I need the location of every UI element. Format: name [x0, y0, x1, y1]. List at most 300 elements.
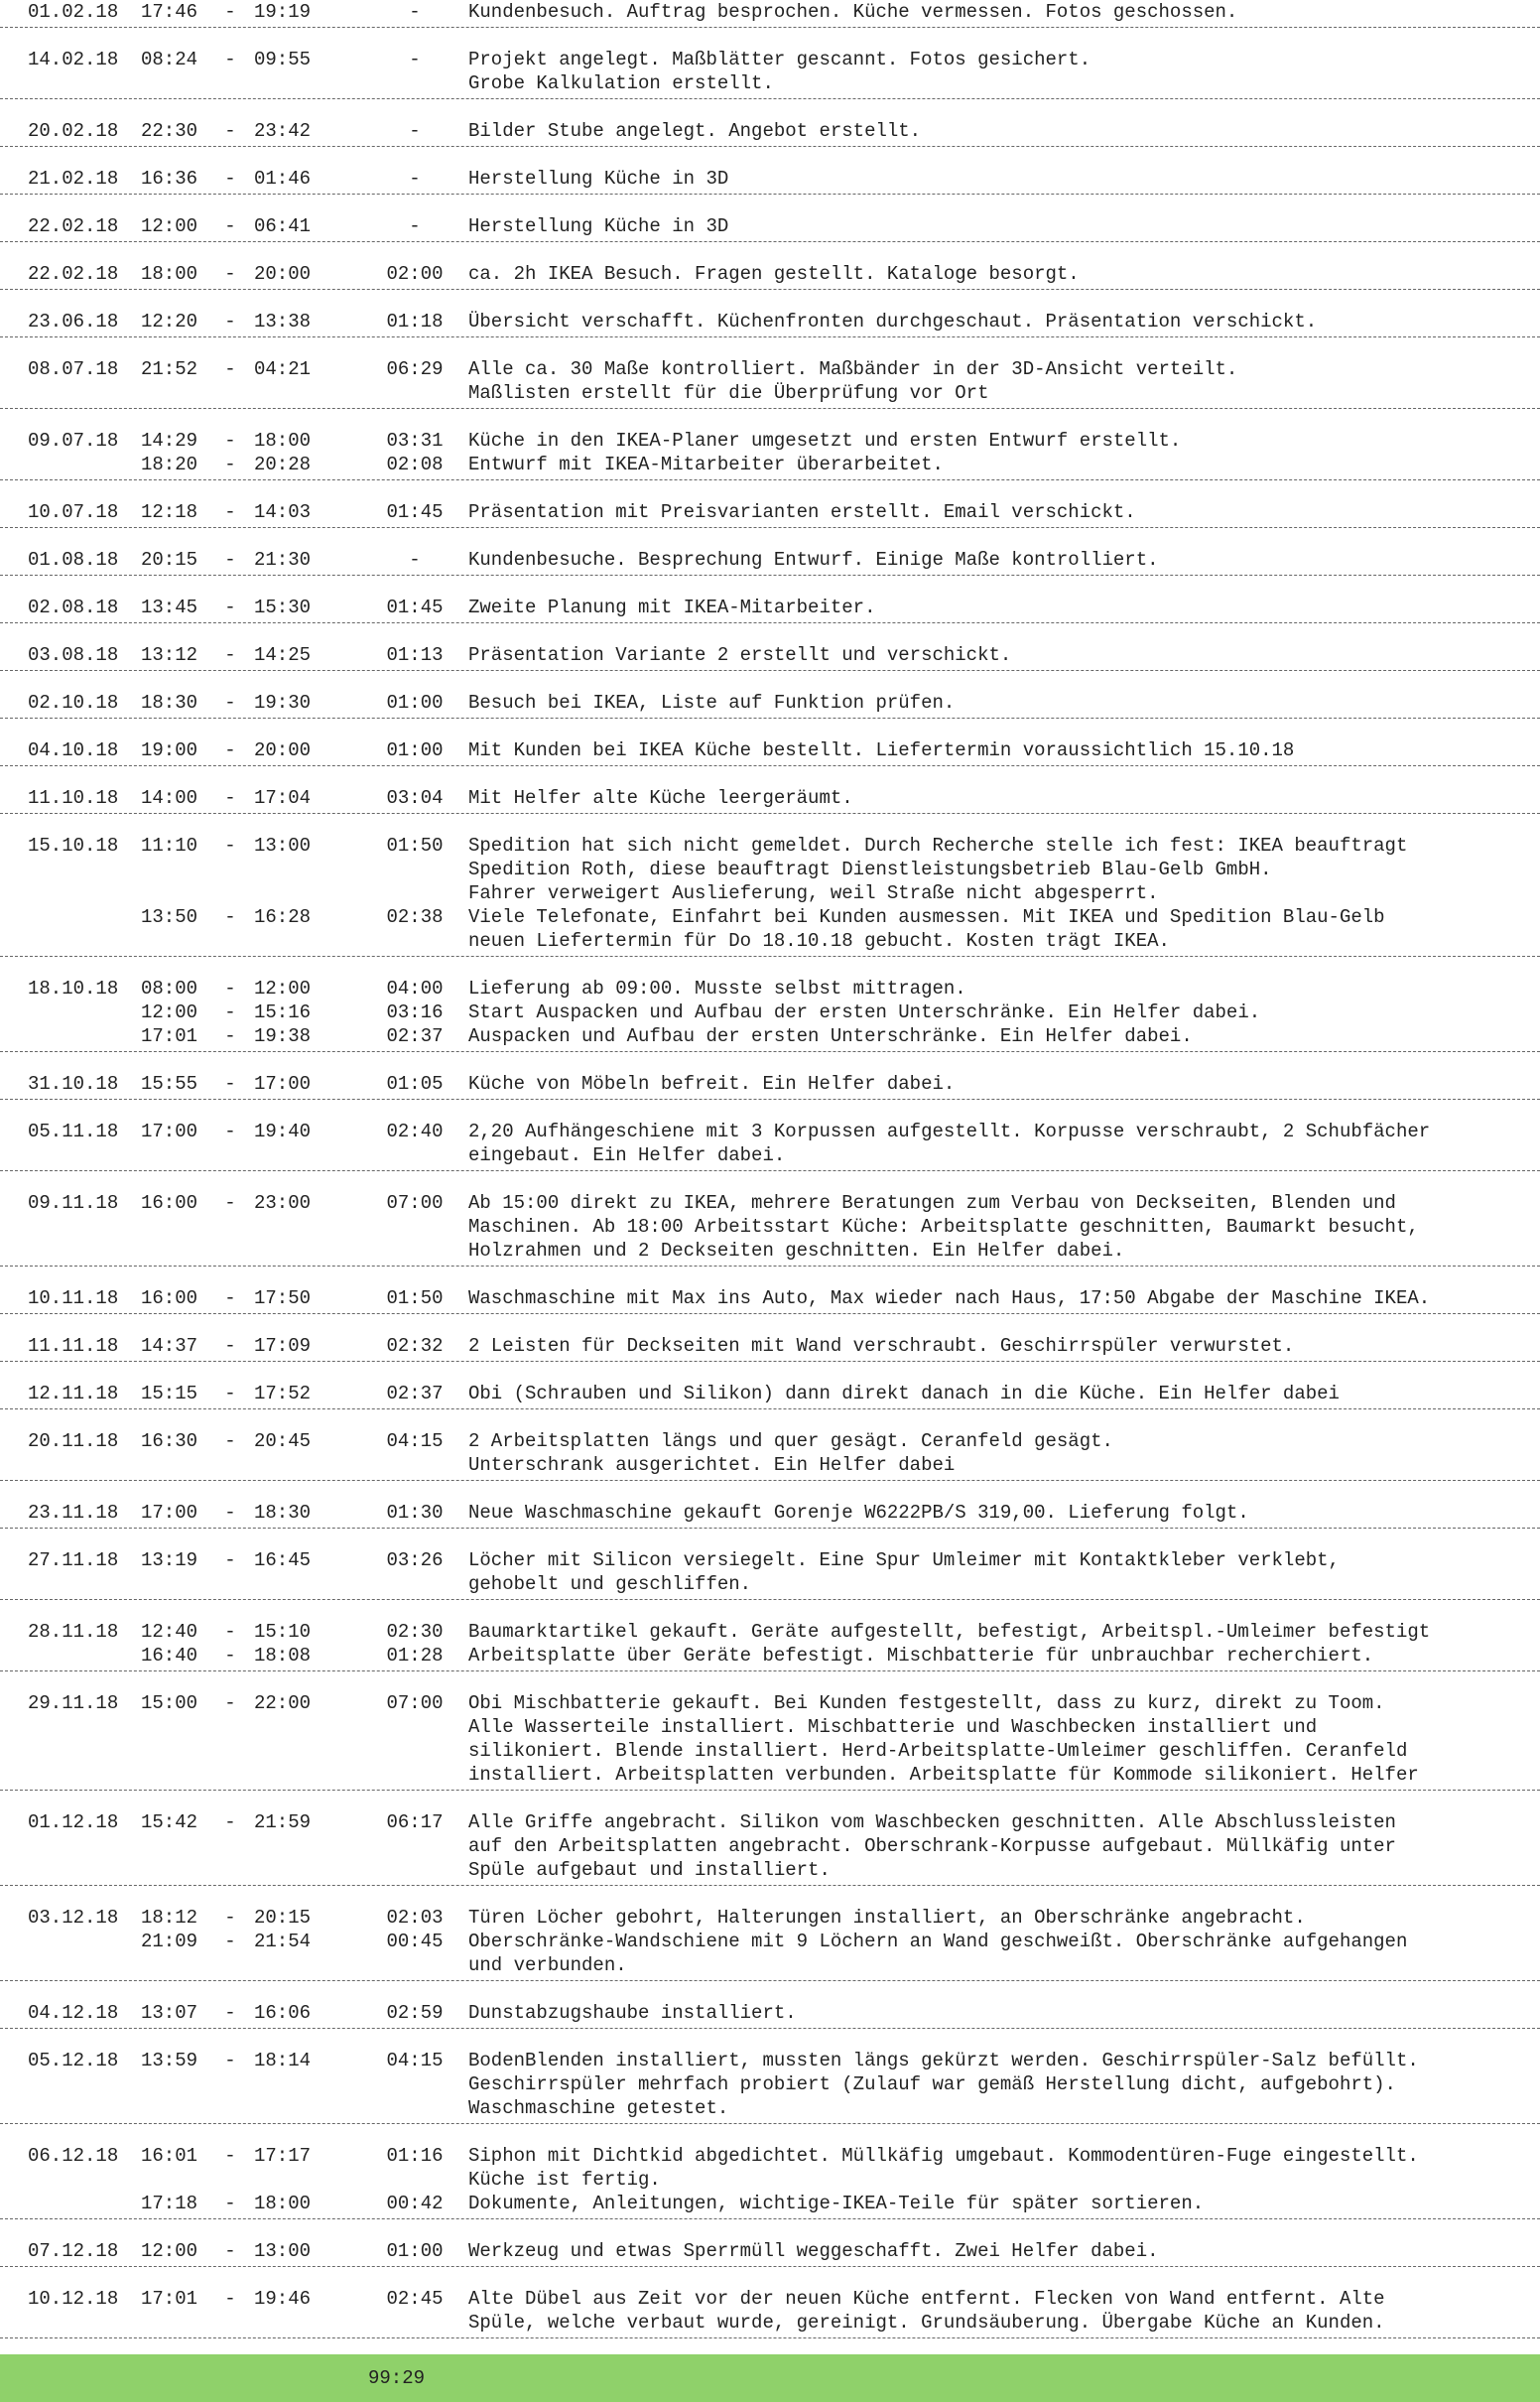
description: BodenBlenden installiert, mussten längs gekürzt werden. Geschirrspüler-Salz befüllt.: [468, 2050, 1419, 2071]
end-time: 17:50: [254, 1287, 312, 1309]
start-time: 18:30: [141, 692, 198, 714]
duration: [361, 1453, 468, 1477]
start-time: 17:46: [141, 1, 198, 23]
start-time: [141, 1715, 206, 1739]
description: Präsentation Variante 2 erstellt und verschickt.: [468, 644, 1012, 666]
log-line: [0, 977, 1540, 1001]
entry-date: [0, 1953, 141, 1977]
start-time: 16:01: [141, 2145, 198, 2167]
entry-date: 14.02.18: [28, 49, 119, 70]
entry-date: 09.07.18: [28, 430, 119, 452]
log-line: [0, 1239, 1540, 1263]
description: Besuch bei IKEA, Liste auf Funktion prüfen.: [468, 692, 956, 714]
description: Übersicht verschafft. Küchenfronten durchgeschaut. Präsentation verschickt.: [468, 311, 1318, 333]
start-time: 15:15: [141, 1383, 198, 1404]
description: neuen Liefertermin für Do 18.10.18 gebucht. Kosten trägt IKEA.: [468, 930, 1170, 952]
end-time: [254, 71, 361, 95]
entry-date: [0, 71, 141, 95]
start-time: 19:00: [141, 739, 198, 761]
time-separator: -: [224, 358, 236, 380]
entry-date: 10.11.18: [28, 1287, 119, 1309]
end-time: 12:00: [254, 978, 312, 1000]
time-separator: [206, 1858, 254, 1882]
description: Siphon mit Dichtkid abgedichtet. Müllkäfig umgebaut. Kommodentüren-Fuge eingestellt.: [468, 2145, 1419, 2167]
end-time: 16:06: [254, 2002, 312, 2024]
time-separator: [206, 1572, 254, 1596]
duration: 01:13: [386, 644, 444, 666]
duration: 03:26: [386, 1549, 444, 1571]
entry-date: 05.11.18: [28, 1121, 119, 1142]
entry-date: 11.10.18: [28, 787, 119, 809]
time-separator: -: [224, 1192, 236, 1214]
entry-date: 09.11.18: [28, 1192, 119, 1214]
time-separator: -: [224, 215, 236, 237]
entry-date: [0, 1930, 141, 1953]
description: Viele Telefonate, Einfahrt bei Kunden ausmessen. Mit IKEA und Spedition Blau-Gelb: [468, 906, 1385, 928]
time-separator: [206, 1834, 254, 1858]
end-time: [254, 381, 361, 405]
entry-date: 03.12.18: [28, 1907, 119, 1929]
log-line: [0, 2192, 1540, 2215]
entry-date: 06.12.18: [28, 2145, 119, 2167]
log-entry: [0, 1191, 1540, 1267]
duration: 01:05: [386, 1073, 444, 1095]
duration: 07:00: [386, 1692, 444, 1714]
end-time: 20:45: [254, 1430, 312, 1452]
time-separator: [206, 71, 254, 95]
entry-date: 27.11.18: [28, 1549, 119, 1571]
duration: [361, 929, 468, 953]
log-line: [0, 1691, 1540, 1715]
time-separator: -: [224, 835, 236, 857]
start-time: [141, 881, 206, 905]
duration: 02:03: [386, 1907, 444, 1929]
duration: [361, 1239, 468, 1263]
log-line: [0, 1763, 1540, 1787]
start-time: 17:00: [141, 1121, 198, 1142]
duration: 01:45: [386, 597, 444, 618]
entry-date: 04.10.18: [28, 739, 119, 761]
end-time: [254, 1763, 361, 1787]
description: Löcher mit Silicon versiegelt. Eine Spur Umleimer mit Kontaktkleber verklebt,: [468, 1549, 1340, 1571]
entry-date: 03.08.18: [28, 644, 119, 666]
description: Dokumente, Anleitungen, wichtige-IKEA-Teile für später sortieren.: [468, 2193, 1205, 2214]
description: Grobe Kalkulation erstellt.: [468, 72, 774, 94]
start-time: 18:20: [141, 454, 198, 475]
time-separator: -: [224, 2240, 236, 2262]
time-separator: -: [224, 2002, 236, 2024]
time-separator: -: [224, 1907, 236, 1929]
start-time: [141, 929, 206, 953]
end-time: 09:55: [254, 49, 312, 70]
time-separator: [206, 381, 254, 405]
description: Fahrer verweigert Auslieferung, weil Straße nicht abgesperrt.: [468, 882, 1159, 904]
start-time: [141, 2311, 206, 2335]
log-line: [0, 2072, 1540, 2096]
description: Mit Helfer alte Küche leergeräumt.: [468, 787, 853, 809]
entry-date: 28.11.18: [28, 1621, 119, 1643]
log-entry: [0, 1501, 1540, 1529]
end-time: 14:25: [254, 644, 312, 666]
duration: 03:16: [386, 1001, 444, 1023]
duration: 02:37: [386, 1025, 444, 1047]
entry-date: [0, 929, 141, 953]
duration: 01:00: [386, 692, 444, 714]
log-entry: [0, 1286, 1540, 1314]
entry-date: [0, 453, 141, 476]
entry-date: [0, 381, 141, 405]
time-separator: -: [224, 549, 236, 571]
log-line: [0, 1930, 1540, 1953]
log-line: [0, 1644, 1540, 1668]
end-time: [254, 1453, 361, 1477]
start-time: 17:01: [141, 1025, 198, 1047]
entry-date: 29.11.18: [28, 1692, 119, 1714]
entry-date: [0, 905, 141, 929]
end-time: 17:52: [254, 1383, 312, 1404]
start-time: 13:07: [141, 2002, 198, 2024]
log-entry: [0, 0, 1540, 28]
duration: [361, 1143, 468, 1167]
time-separator: -: [224, 787, 236, 809]
log-line: [0, 2168, 1540, 2192]
log-entry: [0, 310, 1540, 337]
end-time: 17:04: [254, 787, 312, 809]
entry-date: [0, 2192, 141, 2215]
description: Start Auspacken und Aufbau der ersten Unterschränke. Ein Helfer dabei.: [468, 1001, 1261, 1023]
end-time: 19:19: [254, 1, 312, 23]
duration: [361, 381, 468, 405]
log-line: [0, 1715, 1540, 1739]
log-entry: [0, 214, 1540, 242]
entry-date: [0, 1001, 141, 1024]
time-separator: -: [224, 692, 236, 714]
end-time: 21:30: [254, 549, 312, 571]
entry-date: [0, 1644, 141, 1668]
duration: [361, 1739, 468, 1763]
log-line: [0, 2049, 1540, 2072]
start-time: 08:00: [141, 978, 198, 1000]
entry-date: 04.12.18: [28, 2002, 119, 2024]
log-line: [0, 1143, 1540, 1167]
description: Mit Kunden bei IKEA Küche bestellt. Liefertermin voraussichtlich 15.10.18: [468, 739, 1295, 761]
time-separator: -: [224, 2288, 236, 2310]
description: Lieferung ab 09:00. Musste selbst mittragen.: [468, 978, 966, 1000]
start-time: [141, 858, 206, 881]
duration: [361, 2168, 468, 2192]
description: Oberschränke-Wandschiene mit 9 Löchern an Wand geschweißt. Oberschränke aufgehangen: [468, 1931, 1408, 1952]
description: Unterschrank ausgerichtet. Ein Helfer dabei: [468, 1454, 956, 1476]
time-separator: [206, 1715, 254, 1739]
entry-date: 10.07.18: [28, 501, 119, 523]
end-time: [254, 1215, 361, 1239]
log-line: [0, 71, 1540, 95]
start-time: 13:19: [141, 1549, 198, 1571]
start-time: 15:55: [141, 1073, 198, 1095]
entry-date: 11.11.18: [28, 1335, 119, 1357]
duration: [361, 881, 468, 905]
log-line: [0, 429, 1540, 453]
log-line: [0, 1191, 1540, 1215]
entry-date: [0, 1715, 141, 1739]
entry-date: [0, 1739, 141, 1763]
duration: -: [409, 215, 421, 237]
end-time: 01:46: [254, 168, 312, 190]
log-line: [0, 1072, 1540, 1096]
log-entry: [0, 500, 1540, 528]
description: 2,20 Aufhängeschiene mit 3 Korpussen aufgestellt. Korpusse verschraubt, 2 Schubfächer: [468, 1121, 1431, 1142]
description: Obi Mischbatterie gekauft. Bei Kunden festgestellt, dass zu kurz, direkt zu Toom.: [468, 1692, 1385, 1714]
duration: 02:32: [386, 1335, 444, 1357]
entry-date: 08.07.18: [28, 358, 119, 380]
total-bar: [0, 2354, 1540, 2402]
end-time: 06:41: [254, 215, 312, 237]
entry-date: 02.10.18: [28, 692, 119, 714]
log-line: [0, 1215, 1540, 1239]
end-time: 15:10: [254, 1621, 312, 1643]
start-time: [141, 2168, 206, 2192]
start-time: 12:00: [141, 1001, 198, 1023]
start-time: 21:09: [141, 1931, 198, 1952]
time-separator: -: [224, 1001, 236, 1023]
time-separator: -: [224, 1, 236, 23]
description: Herstellung Küche in 3D: [468, 215, 729, 237]
description: Alle Wasserteile installiert. Mischbatterie und Waschbecken installiert und: [468, 1716, 1318, 1738]
log-line: [0, 786, 1540, 810]
duration: [361, 1572, 468, 1596]
time-separator: -: [224, 2050, 236, 2071]
log-line: [0, 1620, 1540, 1644]
entry-date: 15.10.18: [28, 835, 119, 857]
end-time: 23:42: [254, 120, 312, 142]
time-separator: -: [224, 1025, 236, 1047]
log-line: [0, 1953, 1540, 1977]
log-line: [0, 1810, 1540, 1834]
description: installiert. Arbeitsplatten verbunden. Arbeitsplatte für Kommode silikoniert. Helfer: [468, 1764, 1419, 1786]
log-entry: [0, 977, 1540, 1052]
description: Küche von Möbeln befreit. Ein Helfer dabei.: [468, 1073, 956, 1095]
time-separator: -: [224, 906, 236, 928]
log-line: [0, 2287, 1540, 2311]
duration: 02:40: [386, 1121, 444, 1142]
end-time: [254, 2168, 361, 2192]
log-line: [0, 929, 1540, 953]
end-time: [254, 1572, 361, 1596]
entry-date: 01.12.18: [28, 1811, 119, 1833]
end-time: 14:03: [254, 501, 312, 523]
time-separator: -: [224, 430, 236, 452]
start-time: [141, 1858, 206, 1882]
time-separator: -: [224, 311, 236, 333]
description: Alle ca. 30 Maße kontrolliert. Maßbänder in der 3D-Ansicht verteilt.: [468, 358, 1238, 380]
duration: [361, 1858, 468, 1882]
log-entry: [0, 1691, 1540, 1791]
start-time: 16:00: [141, 1287, 198, 1309]
time-separator: -: [224, 644, 236, 666]
time-separator: -: [224, 1502, 236, 1524]
entry-date: 22.02.18: [28, 263, 119, 285]
end-time: 22:00: [254, 1692, 312, 1714]
start-time: 13:12: [141, 644, 198, 666]
entry-date: [0, 1572, 141, 1596]
log-line: [0, 738, 1540, 762]
end-time: [254, 1143, 361, 1167]
start-time: [141, 2096, 206, 2120]
time-separator: -: [224, 168, 236, 190]
end-time: 15:16: [254, 1001, 312, 1023]
description: Kundenbesuche. Besprechung Entwurf. Einige Maße kontrolliert.: [468, 549, 1159, 571]
log-entry: [0, 738, 1540, 766]
duration: 02:38: [386, 906, 444, 928]
start-time: 12:20: [141, 311, 198, 333]
log-line: [0, 596, 1540, 619]
duration: 02:59: [386, 2002, 444, 2024]
start-time: 16:00: [141, 1192, 198, 1214]
description: Spedition hat sich nicht gemeldet. Durch Recherche stelle ich fest: IKEA beauftragt: [468, 835, 1408, 857]
end-time: [254, 929, 361, 953]
log-line: [0, 1001, 1540, 1024]
log-line: [0, 1739, 1540, 1763]
end-time: [254, 2096, 361, 2120]
end-time: [254, 1715, 361, 1739]
duration: 02:00: [386, 263, 444, 285]
time-separator: [206, 1215, 254, 1239]
start-time: 12:40: [141, 1621, 198, 1643]
log-line: [0, 262, 1540, 286]
duration: [361, 1953, 468, 1977]
description: Auspacken und Aufbau der ersten Unterschränke. Ein Helfer dabei.: [468, 1025, 1193, 1047]
entry-date: 18.10.18: [28, 978, 119, 1000]
start-time: 14:37: [141, 1335, 198, 1357]
time-separator: -: [224, 1811, 236, 1833]
log-entry: [0, 691, 1540, 719]
log-line: [0, 2001, 1540, 2025]
start-time: [141, 1453, 206, 1477]
start-time: 14:29: [141, 430, 198, 452]
time-separator: -: [224, 501, 236, 523]
log-line: [0, 1453, 1540, 1477]
duration: [361, 2311, 468, 2335]
time-separator: -: [224, 1383, 236, 1404]
end-time: 18:08: [254, 1645, 312, 1667]
duration: -: [409, 1, 421, 23]
entry-date: [0, 2072, 141, 2096]
start-time: 22:30: [141, 120, 198, 142]
description: Dunstabzugshaube installiert.: [468, 2002, 797, 2024]
time-separator: -: [224, 1073, 236, 1095]
entry-date: [0, 2311, 141, 2335]
duration: [361, 858, 468, 881]
duration: 02:37: [386, 1383, 444, 1404]
end-time: 19:30: [254, 692, 312, 714]
log-line: [0, 2311, 1540, 2335]
start-time: [141, 1572, 206, 1596]
time-separator: -: [224, 1931, 236, 1952]
log-line: [0, 381, 1540, 405]
description: Maschinen. Ab 18:00 Arbeitsstart Küche: Arbeitsplatte geschnitten, Baumarkt besucht,: [468, 1216, 1419, 1238]
log-line: [0, 858, 1540, 881]
duration: -: [409, 49, 421, 70]
log-line: [0, 453, 1540, 476]
end-time: 20:15: [254, 1907, 312, 1929]
end-time: 21:54: [254, 1931, 312, 1952]
log-line: [0, 1429, 1540, 1453]
log-line: [0, 1834, 1540, 1858]
description: Projekt angelegt. Maßblätter gescannt. Fotos gesichert.: [468, 49, 1091, 70]
duration: 03:04: [386, 787, 444, 809]
log-line: [0, 1548, 1540, 1572]
end-time: 18:00: [254, 2193, 312, 2214]
start-time: 15:00: [141, 1692, 198, 1714]
log-line: [0, 119, 1540, 143]
time-separator: -: [224, 1549, 236, 1571]
end-time: 19:40: [254, 1121, 312, 1142]
time-separator: [206, 1763, 254, 1787]
time-separator: -: [224, 49, 236, 70]
time-separator: -: [224, 1645, 236, 1667]
end-time: 21:59: [254, 1811, 312, 1833]
log-entry: [0, 1334, 1540, 1362]
end-time: 23:00: [254, 1192, 312, 1214]
entry-date: 10.12.18: [28, 2288, 119, 2310]
total-duration: 99:29: [368, 2367, 426, 2389]
start-time: 17:01: [141, 2288, 198, 2310]
log-line: [0, 691, 1540, 715]
end-time: [254, 1834, 361, 1858]
log-line: [0, 357, 1540, 381]
time-separator: -: [224, 1287, 236, 1309]
time-separator: -: [224, 1121, 236, 1142]
duration: 04:15: [386, 2050, 444, 2071]
end-time: 13:00: [254, 2240, 312, 2262]
log-line: [0, 0, 1540, 24]
start-time: 12:18: [141, 501, 198, 523]
log-line: [0, 881, 1540, 905]
log-entry: [0, 167, 1540, 195]
start-time: 20:15: [141, 549, 198, 571]
entry-date: 01.08.18: [28, 549, 119, 571]
description: Türen Löcher gebohrt, Halterungen installiert, an Oberschränke angebracht.: [468, 1907, 1306, 1929]
description: Präsentation mit Preisvarianten erstellt. Email verschickt.: [468, 501, 1136, 523]
log-entry: [0, 2144, 1540, 2219]
duration: 02:30: [386, 1621, 444, 1643]
duration: 02:45: [386, 2288, 444, 2310]
time-separator: -: [224, 1430, 236, 1452]
description: 2 Leisten für Deckseiten mit Wand verschraubt. Geschirrspüler verwurstet.: [468, 1335, 1295, 1357]
duration: 04:15: [386, 1430, 444, 1452]
duration: -: [409, 549, 421, 571]
log-line: [0, 1858, 1540, 1882]
entry-date: [0, 2168, 141, 2192]
end-time: 16:45: [254, 1549, 312, 1571]
entry-date: 02.08.18: [28, 597, 119, 618]
entry-date: 05.12.18: [28, 2050, 119, 2071]
end-time: 18:00: [254, 430, 312, 452]
description: silikoniert. Blende installiert. Herd-Arbeitsplatte-Umleimer geschliffen. Ceranfeld: [468, 1740, 1408, 1762]
log-line: [0, 1334, 1540, 1358]
description: Ab 15:00 direkt zu IKEA, mehrere Beratungen zum Verbau von Deckseiten, Blenden und: [468, 1192, 1396, 1214]
log-line: [0, 167, 1540, 191]
entry-date: [0, 1024, 141, 1048]
end-time: 20:28: [254, 454, 312, 475]
end-time: 20:00: [254, 739, 312, 761]
description: Bilder Stube angelegt. Angebot erstellt.: [468, 120, 922, 142]
end-time: 13:00: [254, 835, 312, 857]
log-entry: [0, 786, 1540, 814]
duration: [361, 1215, 468, 1239]
log-line: [0, 1382, 1540, 1405]
time-separator: -: [224, 120, 236, 142]
